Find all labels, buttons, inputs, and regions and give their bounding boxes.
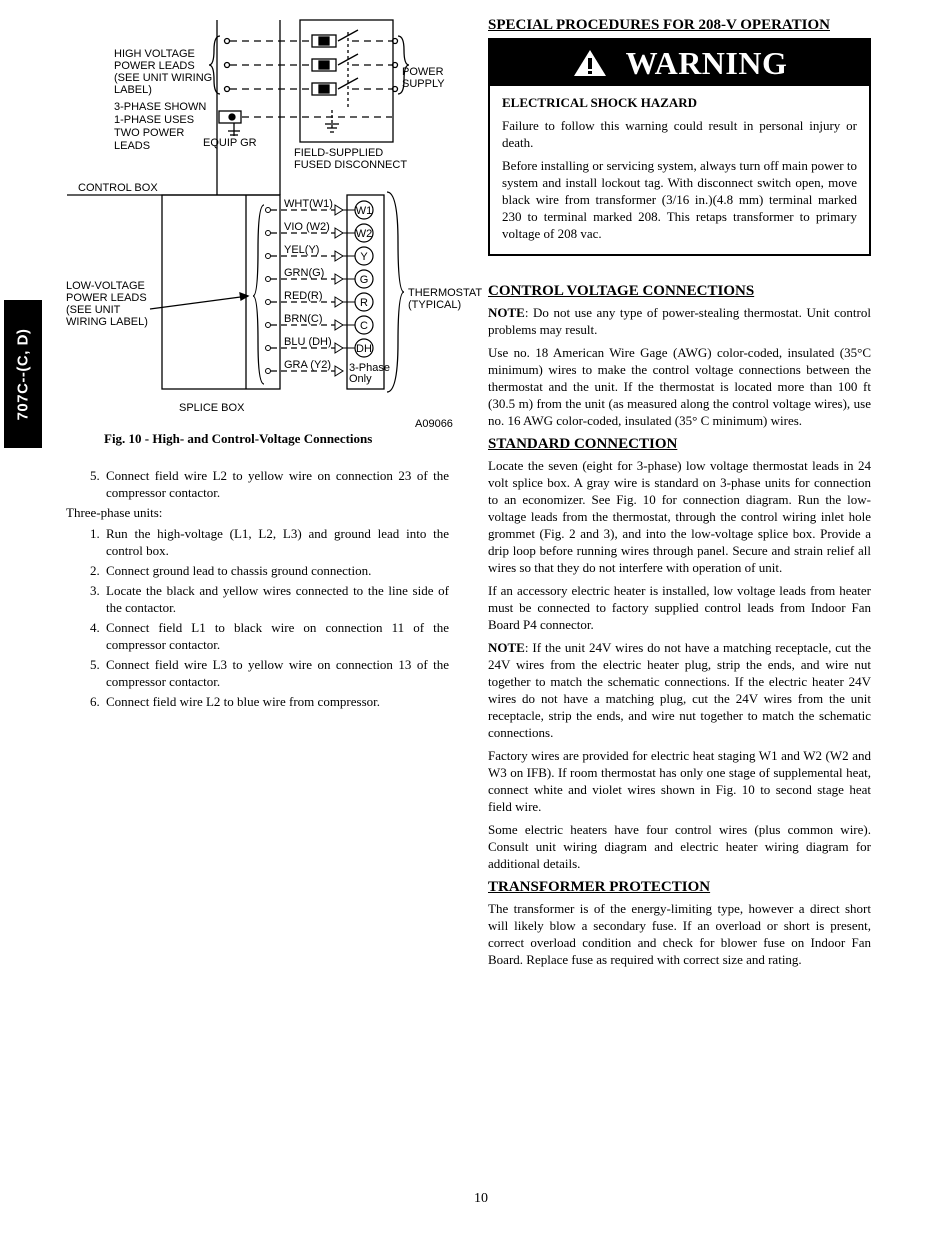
- section-tab: [4, 300, 42, 448]
- control-box-label: CONTROL BOX: [78, 182, 158, 194]
- terminal-label: C: [360, 320, 368, 332]
- equip-gr-label: EQUIP GR: [203, 137, 257, 149]
- wire-row: [266, 198, 374, 219]
- wire-row: [266, 313, 374, 334]
- terminal-label: W2: [355, 228, 373, 240]
- warning-text-2: Before installing or servicing system, always turn off main power to system and install lockout tag. With disconnect switch open, move black wire from transformer (3/16 in.)(4.8 mm) terminal marked 230 to terminal marked 208. This retaps transformer to primary voltage of 208 vac.: [502, 158, 857, 241]
- transformer-paragraph: The transformer is of the energy-limiting type, however a direct short will likely blow a secondary fuse. If an overload or short is present, correct overload condition and check for blower fuse on Indoor Fan Board. Replace fuse as required with correct size and rating.: [488, 901, 871, 967]
- power-supply-label: POWER SUPPLY: [402, 66, 445, 90]
- left-column: [66, 467, 449, 713]
- figure-caption: Fig. 10 - High- and Control-Voltage Connections: [104, 431, 373, 446]
- special-procedures-heading: SPECIAL PROCEDURES FOR 208-V OPERATION: [488, 17, 830, 33]
- warning-header: [490, 40, 869, 86]
- single-phase-final-step: [66, 467, 449, 501]
- wire-row: [266, 290, 374, 311]
- list-item: 5. Connect field wire L3 to yellow wire on connection 13 of the compressor contactor.: [90, 657, 449, 689]
- list-item: 3. Locate the black and yellow wires connected to the line side of the contactor.: [90, 583, 449, 615]
- hv-leads-label: HIGH VOLTAGE POWER LEADS (SEE UNIT WIRING LABEL): [114, 48, 213, 96]
- three-phase-steps: [66, 525, 449, 710]
- wire-row: [266, 244, 374, 265]
- terminal-label: R: [360, 297, 368, 309]
- standard-paragraph-1: Locate the seven (eight for 3-phase) low voltage thermostat leads in 24 volt splice box. A gray wire is standard on 3-phase units for connection to an economizer. See Fig. 10 for connection diagram. Run the low-voltage leads from the thermostat, through the control wiring inlet hole grommet (Fig. 2 and 3), and into the low-voltage splice box. Provide a drip loop before running wires through panel. Secure and strain relief all wires so that they do not interfere with operation of unit.: [488, 458, 871, 575]
- standard-paragraph-3: Factory wires are provided for electric heat staging W1 and W2 (W2 and W3 on IFB). If room thermostat has only one stage of supplemental heat, connect white and violet wires shown in Fig. 10 to second stage heat field wire.: [488, 748, 871, 814]
- three-phase-only-label: 3-Phase Only: [349, 362, 390, 385]
- wire-row: [266, 267, 374, 288]
- list-item: 5. Connect field wire L2 to yellow wire on connection 23 of the compressor contactor.: [90, 468, 449, 500]
- wire-row: [266, 359, 344, 376]
- standard-connection-heading: STANDARD CONNECTION: [488, 436, 678, 452]
- wire-row: [266, 336, 374, 357]
- control-voltage-heading: CONTROL VOLTAGE CONNECTIONS: [488, 283, 755, 299]
- warning-title: WARNING: [625, 44, 788, 81]
- wire-label: VIO (W2): [284, 221, 330, 233]
- wire-label: WHT(W1): [284, 198, 333, 210]
- three-phase-heading: Three-phase units:: [66, 505, 163, 520]
- terminal-label: Y: [360, 251, 368, 263]
- terminal-label: G: [359, 274, 369, 286]
- thermostat-label: THERMOSTAT (TYPICAL): [408, 287, 482, 311]
- page-number: 10: [474, 1191, 488, 1206]
- list-item: 1. Run the high-voltage (L1, L2, L3) and ground lead into the control box.: [90, 526, 449, 558]
- low-voltage-label: LOW-VOLTAGE POWER LEADS (SEE UNIT WIRING LABEL): [66, 280, 148, 328]
- wire-label: GRN(G): [284, 267, 325, 279]
- wiring-diagram: [62, 12, 482, 435]
- standard-paragraph-2: If an accessory electric heater is installed, low voltage leads from heater must be connected to factory supplied control leads from Indoor Fan Board P4 connector.: [488, 583, 871, 632]
- control-paragraph: Use no. 18 American Wire Gage (AWG) color-coded, insulated (35°C minimum) wires to make the control voltage connections between the thermostat and the unit. If the thermostat is located more than 100 ft (30.5 m) from the unit (as measured along the control voltage wires), use no. 16 AWG color-coded, insulated (35° C minimum) wires.: [488, 345, 871, 428]
- warning-body: [490, 86, 869, 254]
- wire-label: RED(R): [284, 290, 323, 302]
- wire-label: BLU (DH): [284, 336, 332, 348]
- warning-box: [488, 38, 871, 256]
- phase-label: 3-PHASE SHOWN 1-PHASE USES TWO POWER LEADS: [114, 101, 207, 152]
- right-column: [488, 16, 871, 974]
- warning-triangle-icon: [572, 48, 608, 78]
- list-item: 4. Connect field L1 to black wire on connection 11 of the compressor contactor.: [90, 620, 449, 652]
- fused-disconnect-label: FIELD-SUPPLIED FUSED DISCONNECT: [294, 147, 408, 171]
- wire-row: [266, 221, 374, 242]
- list-item: 6. Connect field wire L2 to blue wire from compressor.: [90, 694, 381, 709]
- transformer-protection-heading: TRANSFORMER PROTECTION: [488, 879, 711, 895]
- standard-note: NOTE: If the unit 24V wires do not have a matching receptacle, cut the 24V wires from the electric heater plug, strip the ends, and wire nut together to match the schematic connections. If the electric heater 24V wires do not have a matching plug, cut the 24V wires from the unit receptacle, strip the ends, and wire nut together to match the schematic connections.: [488, 640, 871, 740]
- section-tab-label: 707C--(C, D): [14, 328, 32, 420]
- wire-label: YEL(Y): [284, 244, 320, 256]
- wire-label: BRN(C): [284, 313, 323, 325]
- splice-box-label: SPLICE BOX: [179, 402, 245, 414]
- warning-hazard: ELECTRICAL SHOCK HAZARD: [502, 95, 698, 110]
- wire-label: GRA (Y2): [284, 359, 332, 371]
- list-item: 2. Connect ground lead to chassis ground connection.: [90, 563, 372, 578]
- terminal-label: W1: [355, 205, 373, 217]
- control-note: NOTE: Do not use any type of power-stealing thermostat. Unit control problems may result.: [488, 305, 871, 337]
- terminal-label: DH: [356, 343, 372, 355]
- standard-paragraph-4: Some electric heaters have four control wires (plus common wire). Consult unit wiring diagram and electric heater wiring diagram for additional details.: [488, 822, 871, 871]
- diagram-code: A09066: [415, 418, 453, 430]
- warning-text-1: Failure to follow this warning could result in personal injury or death.: [502, 118, 857, 150]
